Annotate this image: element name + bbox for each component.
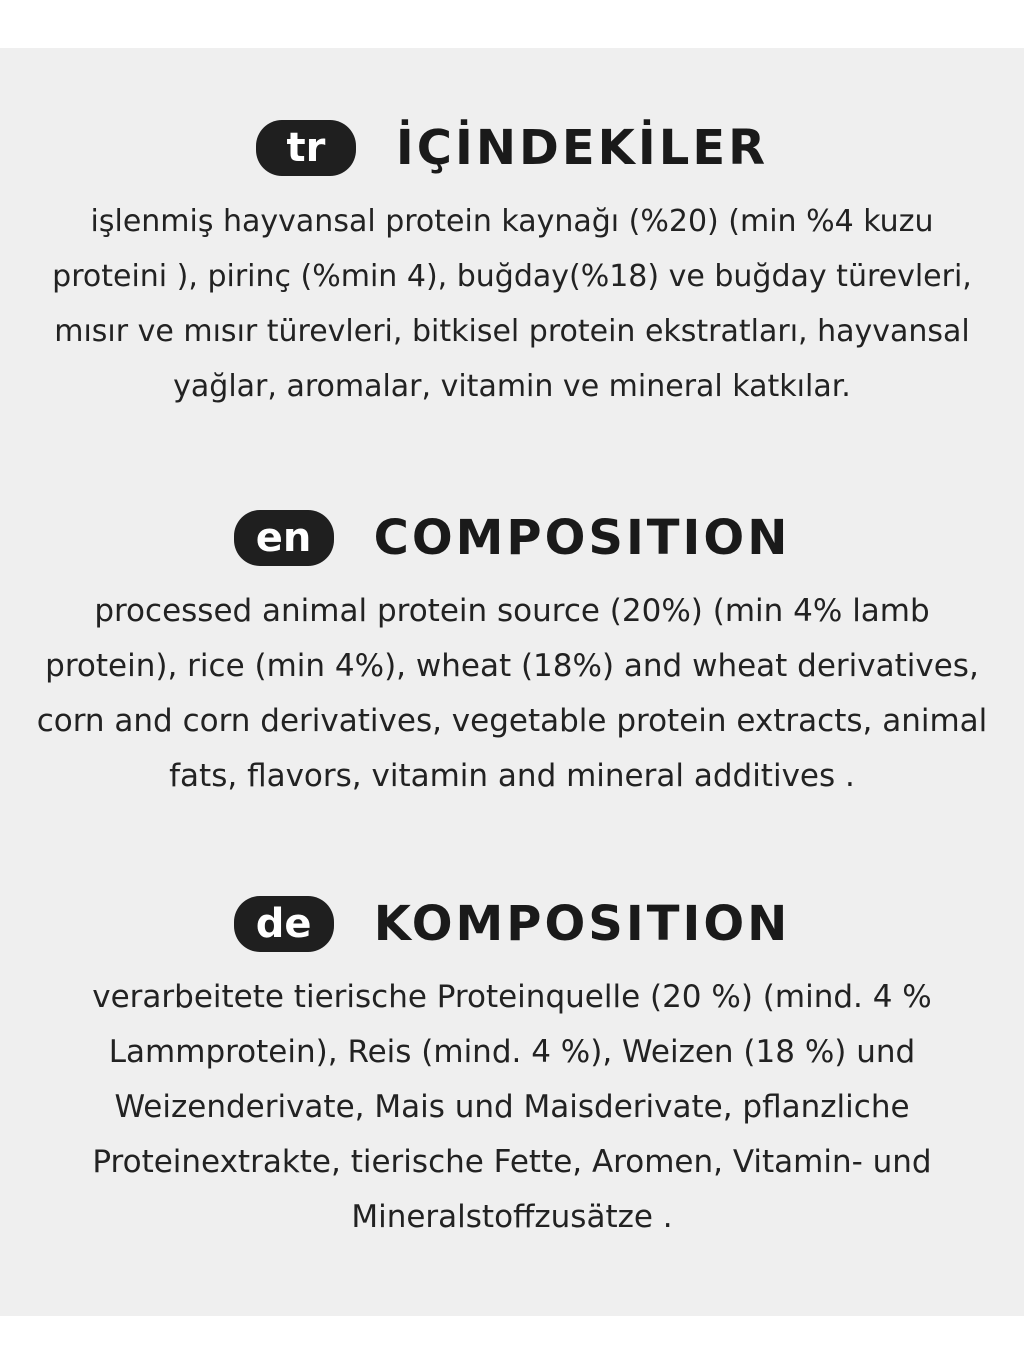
ingredients-label [0,48,1024,1316]
ingredients-text: işlenmiş hayvansal protein kaynağı (%20) (min %4 kuzu proteini ), pirinç (%min 4), buğday(%18) ve buğday türevleri, mısır ve mısır türevleri, bitkisel protein ekstratları, hayvansal yağlar, aromalar, vitamin ve mineral katkılar. [52,204,972,404]
language-badge-de: de [234,896,334,952]
ingredients-text: verarbeitete tierische Proteinquelle (20 %) (mind. 4 % Lammprotein), Reis (mind. 4 %), Weizen (18 %) und Weizenderivate, Mais und Maisderivate, pflanzliche Proteinextrakte, tierische Fette, Aromen, Vitamin- und Mineralstoffzusätze . [92,979,932,1235]
section-title: İÇİNDEKİLER [395,120,769,176]
section-title: KOMPOSITION [373,896,791,952]
section-heading [0,884,1024,964]
section-turkish [0,108,1024,414]
section-english [0,498,1024,804]
language-badge-en: en [234,510,334,566]
language-badge-tr: tr [256,120,356,176]
section-german [0,884,1024,1245]
section-heading [0,108,1024,188]
section-heading [0,498,1024,578]
ingredients-text: processed animal protein source (20%) (min 4% lamb protein), rice (min 4%), wheat (18%) and wheat derivatives, corn and corn derivatives, vegetable protein extracts, animal fats, flavors, vitamin and mineral additives . [36,593,988,794]
section-title: COMPOSITION [373,510,791,566]
